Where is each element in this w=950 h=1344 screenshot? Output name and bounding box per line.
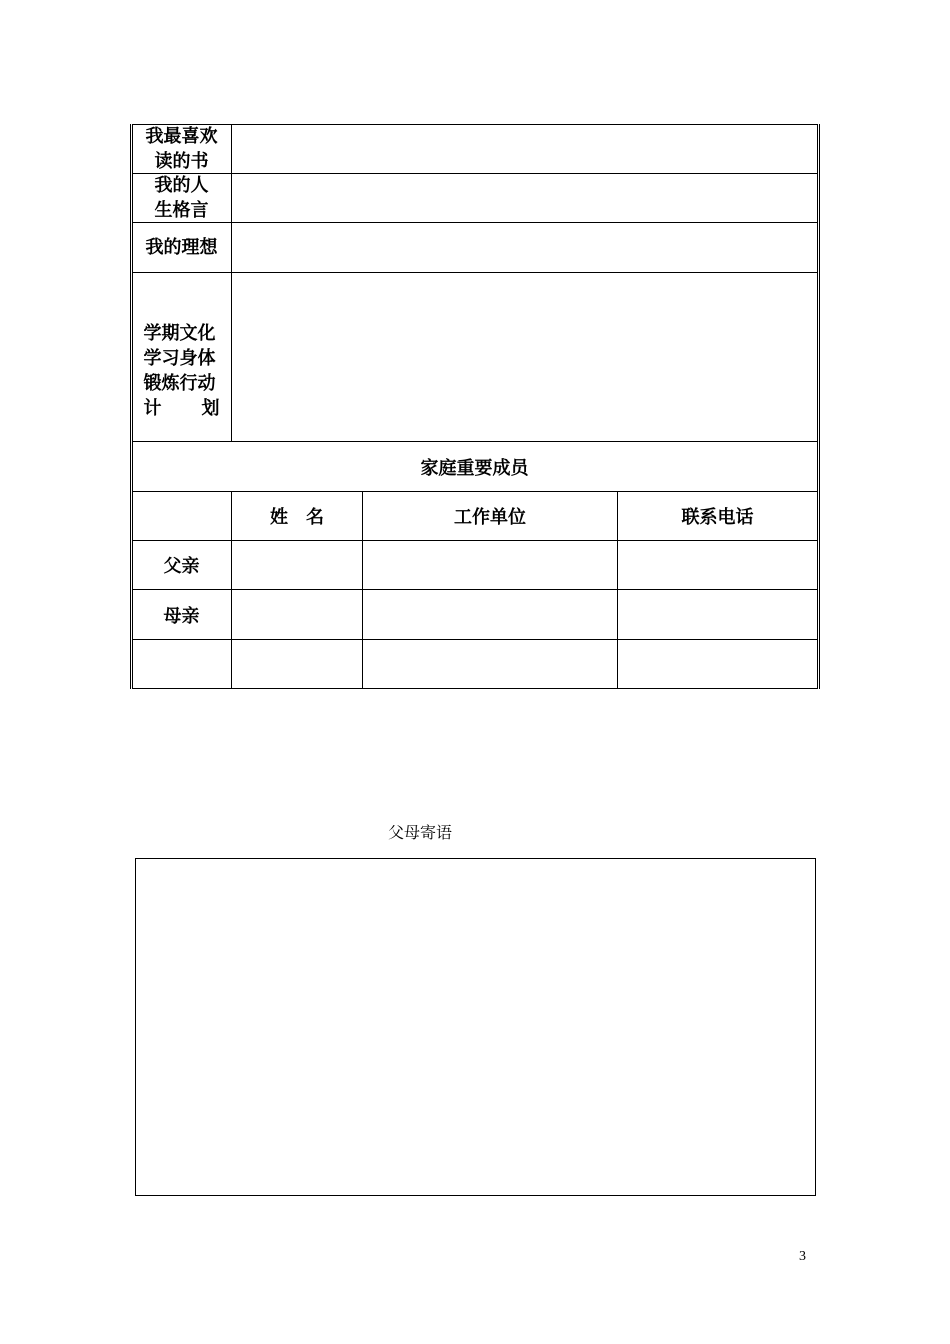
father-phone-field[interactable] — [618, 541, 817, 589]
mother-phone-field[interactable] — [618, 590, 817, 639]
table-border-left-outer — [130, 124, 131, 689]
member-role-father: 父亲 — [163, 556, 200, 577]
label-my-ideal: 我的理想 — [145, 236, 218, 258]
other-work-field[interactable] — [363, 640, 617, 688]
label-semester-plan: 学期文化 学习身体 锻炼行动 计 划 — [143, 322, 220, 419]
mother-name-field[interactable] — [232, 590, 362, 639]
favorite-book-field[interactable] — [232, 125, 817, 173]
column-header-role — [132, 492, 231, 540]
life-motto-field[interactable] — [232, 174, 817, 222]
member-role-other[interactable] — [132, 640, 231, 688]
father-work-field[interactable] — [363, 541, 617, 589]
table-border-right-outer — [819, 124, 820, 689]
other-name-field[interactable] — [232, 640, 362, 688]
column-header-work-unit: 工作单位 — [454, 507, 526, 528]
label-favorite-book: 我最喜欢 读的书 — [145, 125, 218, 172]
mother-work-field[interactable] — [363, 590, 617, 639]
table-rule — [132, 688, 818, 689]
column-header-name: 姓 名 — [270, 507, 324, 528]
other-phone-field[interactable] — [618, 640, 817, 688]
table-border-right-inner — [817, 124, 818, 689]
parents-message-box[interactable] — [135, 858, 816, 1196]
father-name-field[interactable] — [232, 541, 362, 589]
page-number: 3 — [799, 1249, 806, 1264]
member-role-mother: 母亲 — [163, 605, 200, 627]
semester-plan-field[interactable] — [232, 273, 817, 441]
column-header-phone: 联系电话 — [681, 507, 754, 528]
family-members-header: 家庭重要成员 — [420, 457, 529, 479]
parents-message-caption: 父母寄语 — [388, 823, 453, 842]
label-life-motto: 我的人 生格言 — [154, 174, 209, 221]
my-ideal-field[interactable] — [232, 223, 817, 272]
